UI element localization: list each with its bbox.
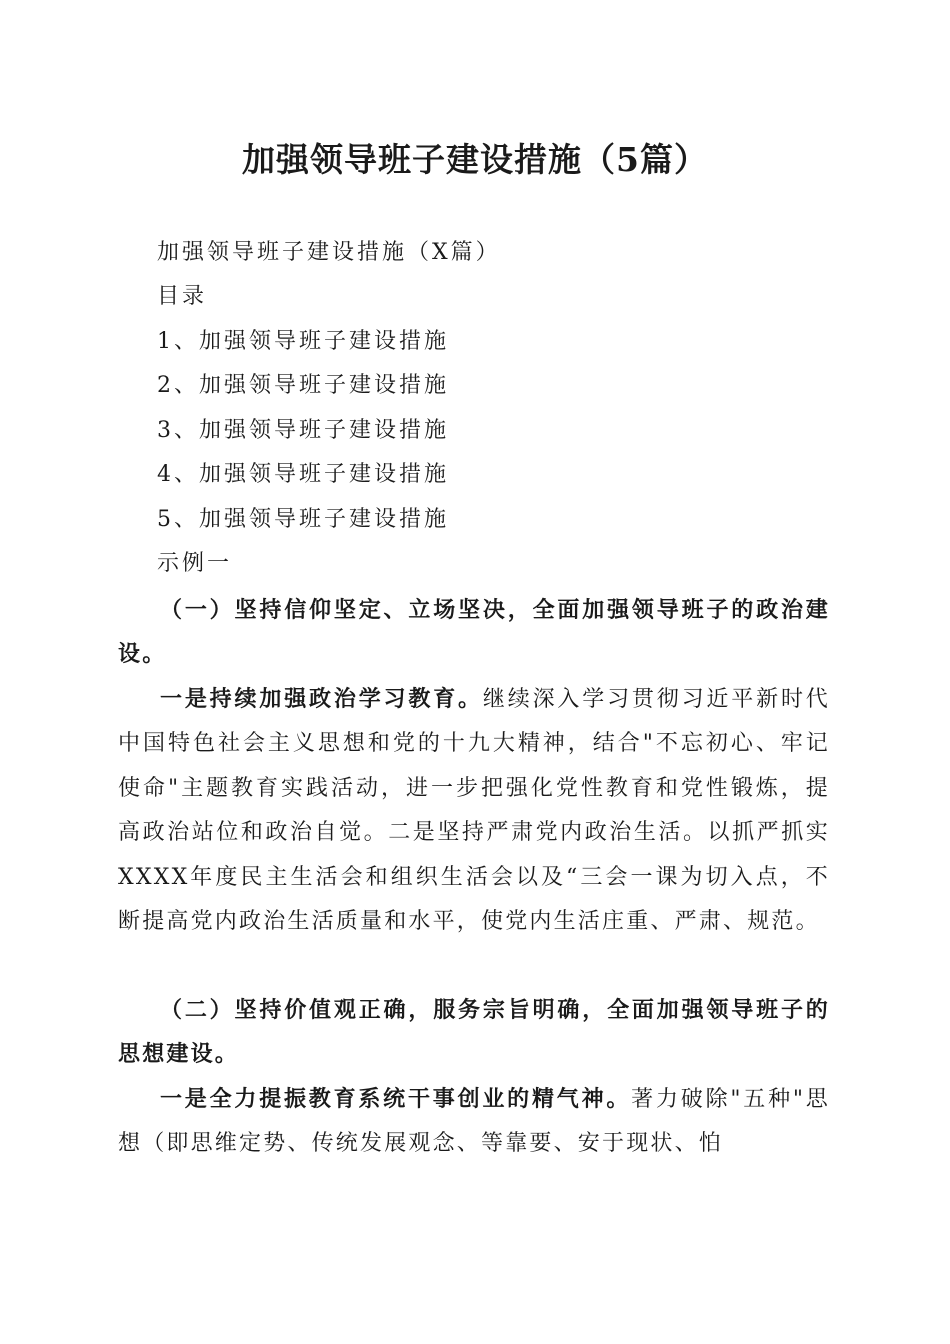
section-heading: （二）坚持价值观正确，服务宗旨明确，全面加强领导班子的思想建设。 [118,997,830,1068]
toc-item: 1、加强领导班子建设措施 [157,329,449,354]
paragraph-body: 继续深入学习贯彻习近平新时代中国特色社会主义思想和党的十九大精神，结合"不忘初心、牢记使命"主题教育实践活动，进一步把强化党性教育和党性锻炼，提高政治站位和政治自觉。二是坚持严肃党内政治生活。以抓严抓实XXXX年度民主生活会和组织生活会以及“三会一课为切入点，不断提高党内政治生活质量和水平，使党内生活庄重、严肃、规范。 [118,687,830,935]
paragraph-body: 著力破除"五种"思想（即思维定势、传统发展观念、等靠要、安于现状、怕 [118,1087,830,1157]
document-subtitle: 加强领导班子建设措施（X篇） [157,240,501,265]
document-title: 加强领导班子建设措施（5篇） [242,140,708,179]
toc-item: 4、加强领导班子建设措施 [157,462,449,487]
toc-item: 5、加强领导班子建设措施 [157,507,449,532]
paragraph-lead: 一是全力提振教育系统干事创业的精气神。 [160,1086,632,1112]
section-heading: （一）坚持信仰坚定、立场坚决，全面加强领导班子的政治建设。 [118,597,830,668]
paragraph-lead: 一是持续加强政治学习教育。 [160,686,483,712]
example-label: 示例一 [157,551,233,576]
toc-item: 3、加强领导班子建设措施 [157,418,449,443]
section-paragraph [118,677,830,944]
section-paragraph [118,1077,830,1167]
toc-heading: 目录 [157,284,208,309]
toc-item: 2、加强领导班子建设措施 [157,373,449,398]
